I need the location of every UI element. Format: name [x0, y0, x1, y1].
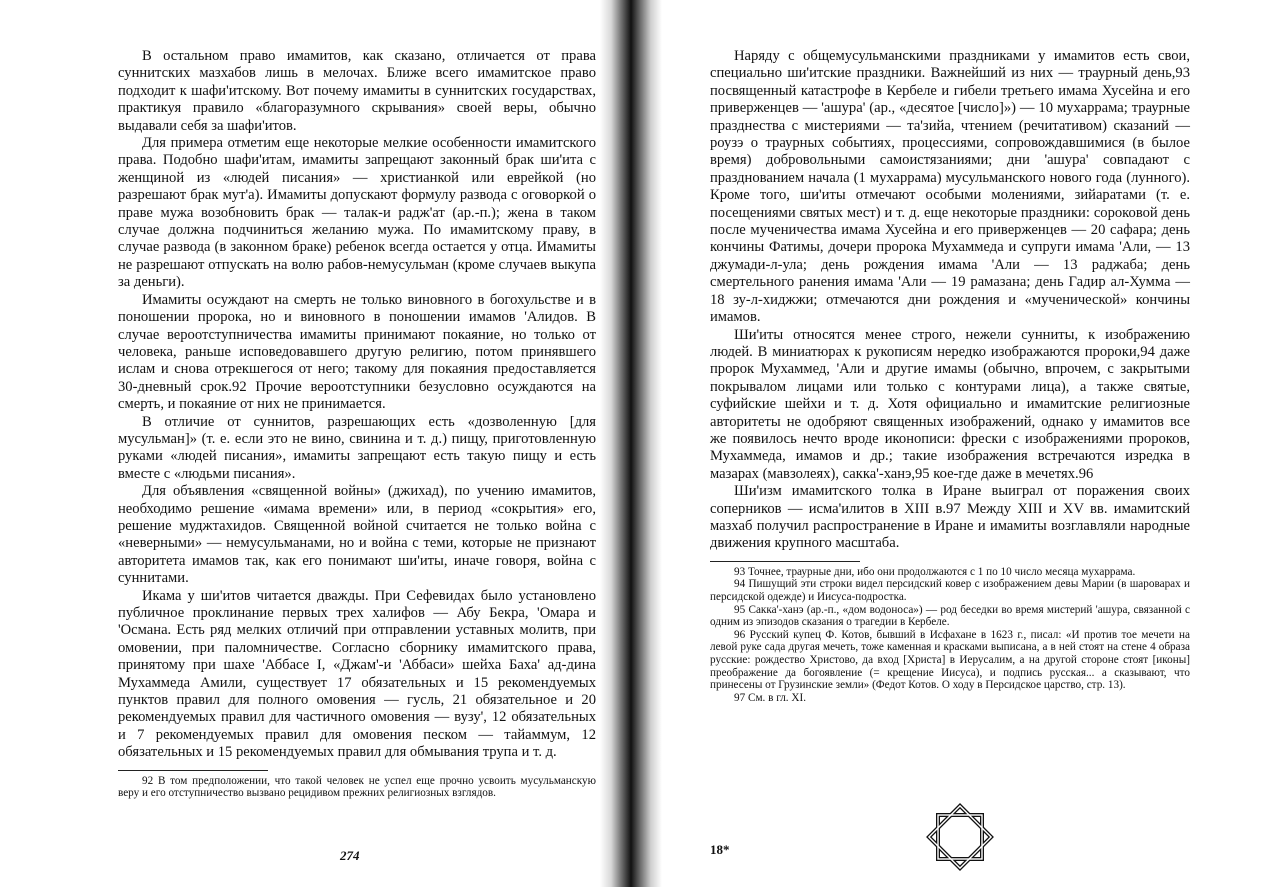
signature-mark: 18*	[710, 842, 730, 857]
star-ornament-icon	[918, 795, 1002, 879]
footnote-rule	[118, 770, 268, 771]
paragraph: Наряду с общемусульманскими праздниками у имамитов есть свои, специально ши'итские праздники. Важнейший из них — траурный день,93 посвященный катастрофе в Кербеле и гибели третьего имама Хусейна и его приверженцев — 'ашура' (ар., «десятое [число]») — 10 мухаррама; траурные празднества с мистериями — та'зийа, чтением (речитативом) сказаний — роузэ о траурных событиях, процессиями, сопровождавшимися (в былое время) добровольными самоистязаниями; дни 'ашура' совпадают с празднованием начала (1 мухаррама) мусульманского нового года (лунного). Кроме того, ши'иты отмечают особыми молениями, зийаратами (т. е. посещениями святых мест) и т. д. еще некоторые праздники: сороковой день после мученичества имама Хусейна и его приверженцев — 20 сафара; день кончины Фатимы, дочери пророка Мухаммеда и супруги имама 'Али, — 13 джумади-л-ула; день рождения имама 'Али — 13 раджаба; день смертельного ранения имама 'Али — 19 рамазана; день Гадир ал-Хумма — 18 зу-л-хиджжи; отмечаются дни рождения и «мученической» кончины имамов.	[710, 48, 1190, 326]
paragraph: Ши'иты относятся менее строго, нежели сунниты, к изображению людей. В миниатюрах к рукописям нередко изображаются пророки,94 даже пророк Мухаммед, 'Али и другие имамы (обычно, впрочем, с закрытыми покрывалом лицами или только с контурами лица), а также святые, суфийские шейхи и т. д. Хотя официально и имамитские религиозные авторитеты не одобряют священных изображений, однако у имамитов все же появилось нечто вроде иконописи: фрески с изображениями пророков, Мухаммеда, имамов и др.; такие изображения встречаются изредка в мазарах (мавзолеях), сакка'-ханэ,95 кое-где даже в мечетях.96	[710, 326, 1190, 482]
paragraph: Имамиты осуждают на смерть не только виновного в богохульстве и в поношении пророка, но и виновного в поношении имамов 'Алидов. В случае вероотступничества имамиты принимают покаяние, но только от человека, раньше исповедовавшего другую религию, потом принявшего ислам и снова отрекшегося от него; такому для покаяния предоставляется 30-дневный срок.92 Прочие вероотступники безусловно осуждаются на смерть, и покаяние от них не принимается.	[118, 291, 596, 413]
paragraph: Икама у ши'итов читается дважды. При Сефевидах было установлено публичное проклинание первых трех халифов — Абу Бекра, 'Омара и 'Османа. Есть ряд мелких отличий при отправлении уставных молитв, при омовении, при паломничестве. Согласно сборнику имамитского права, принятому при шахе 'Аббасе I, «Джам'-и 'Аббаси» шейха Баха' ад-дина Мухаммеда Амили, существует 17 обязательных и 15 рекомендуемых пунктов правил для полного омовения — гусль, 21 обязательное и 20 рекомендуемых правил для частичного омовения — вузу', 12 обязательных и 7 рекомендуемых правил для омовения песком — тайаммум, 12 обязательных и 15 рекомендуемых правил для обмывания трупа и т. д.	[118, 587, 596, 761]
book-spine-shadow	[600, 0, 662, 887]
footnote: 94 Пишущий эти строки видел персидский ковер с изображением девы Марии (в шароварах и персидской одежде) и Иисуса-подростка.	[710, 578, 1190, 603]
right-text-column	[710, 48, 1190, 704]
footnote: 92 В том предположении, что такой человек не успел еще прочно усвоить мусульманскую веру и его отступничество вызвано рецидивом прежних религиозных взглядов.	[118, 774, 596, 800]
footnote: 93 Точнее, траурные дни, ибо они продолжаются с 1 по 10 число месяца мухаррама.	[734, 565, 1136, 578]
paragraph: Для примера отметим еще некоторые мелкие особенности имамитского права. Подобно шафи'итам, имамиты запрещают законный брак ши'ита с женщиной из «людей писания» — христианкой или еврейкой (но разрешают брак мут'а). Имамиты допускают формулу развода с оговоркой о праве мужа возобновить брак — талак-и радж'ат (ар.-п.); жена в таком случае должна подчиниться желанию мужа. По имамитскому праву, в случае развода (в законном браке) ребенок всегда остается у отца. Имамиты не разрешают отпускать на волю рабов-немусульман (кроме случаев выкупа за деньги).	[118, 135, 596, 291]
paragraph: Ши'изм имамитского толка в Иране выиграл от поражения своих соперников — исма'илитов в XIII в.97 Между XIII и XV вв. имамитский мазхаб получил распространение в Иране и имамиты возглавляли народные движения крупного масштаба.	[710, 483, 1190, 552]
footnote: 96 Русский купец Ф. Котов, бывший в Исфахане в 1623 г., писал: «И против тое мечети на левой руке сада другая мечеть, тоже каменная и красками выписана, а в ней стоят на стене 4 образа русские: рождество Христово, да вход [Христа] в Иерусалим, а на другой стороне стоят [иконы] преображение да богоявление (= крещение Иисуса), и подпись русская... а сказывают, что принесены от Грузинские земли» (Федот Котов. О ходу в Персидское царство, стр. 13).	[710, 628, 1190, 692]
footnote-rule	[710, 561, 860, 562]
footnote: 97 См. в гл. XI.	[734, 691, 806, 704]
paragraph: В отличие от суннитов, разрешающих есть «дозволенную [для мусульман]» (т. е. если это не вино, свинина и т. д.) пищу, приготовленную руками «людей писания», имамиты запрещают есть такую пищу и есть вместе с «людьми писания».	[118, 413, 596, 482]
left-page	[0, 0, 600, 887]
paragraph: В остальном право имамитов, как сказано, отличается от права суннитских мазхабов лишь в мелочах. Ближе всего имамитское право подходит к шафи'итскому. Вот почему имамиты в суннитских государствах, практикуя правило «благоразумного скрывания» своей веры, обычно выдавали себя за шафи'итов.	[118, 48, 596, 134]
right-page	[662, 0, 1262, 887]
footnote: 95 Сакка'-ханэ (ар.-п., «дом водоноса») — род беседки во время мистерий 'ашура, связанной с одним из эпизодов сказания о трагедии в Кербеле.	[710, 603, 1190, 629]
left-text-column	[118, 48, 596, 800]
paragraph: Для объявления «священной войны» (джихад), по учению имамитов, необходимо решение «имама времени» или, в период «сокрытия» его, решение муджтахидов. Священной войной считается не только война с «неверными» — немусульманами, но и война с теми, которые не признают авторитета имамов так, как его понимают ши'иты, иначе говоря, война с суннитами.	[118, 483, 596, 587]
page-number: 274	[340, 848, 360, 863]
